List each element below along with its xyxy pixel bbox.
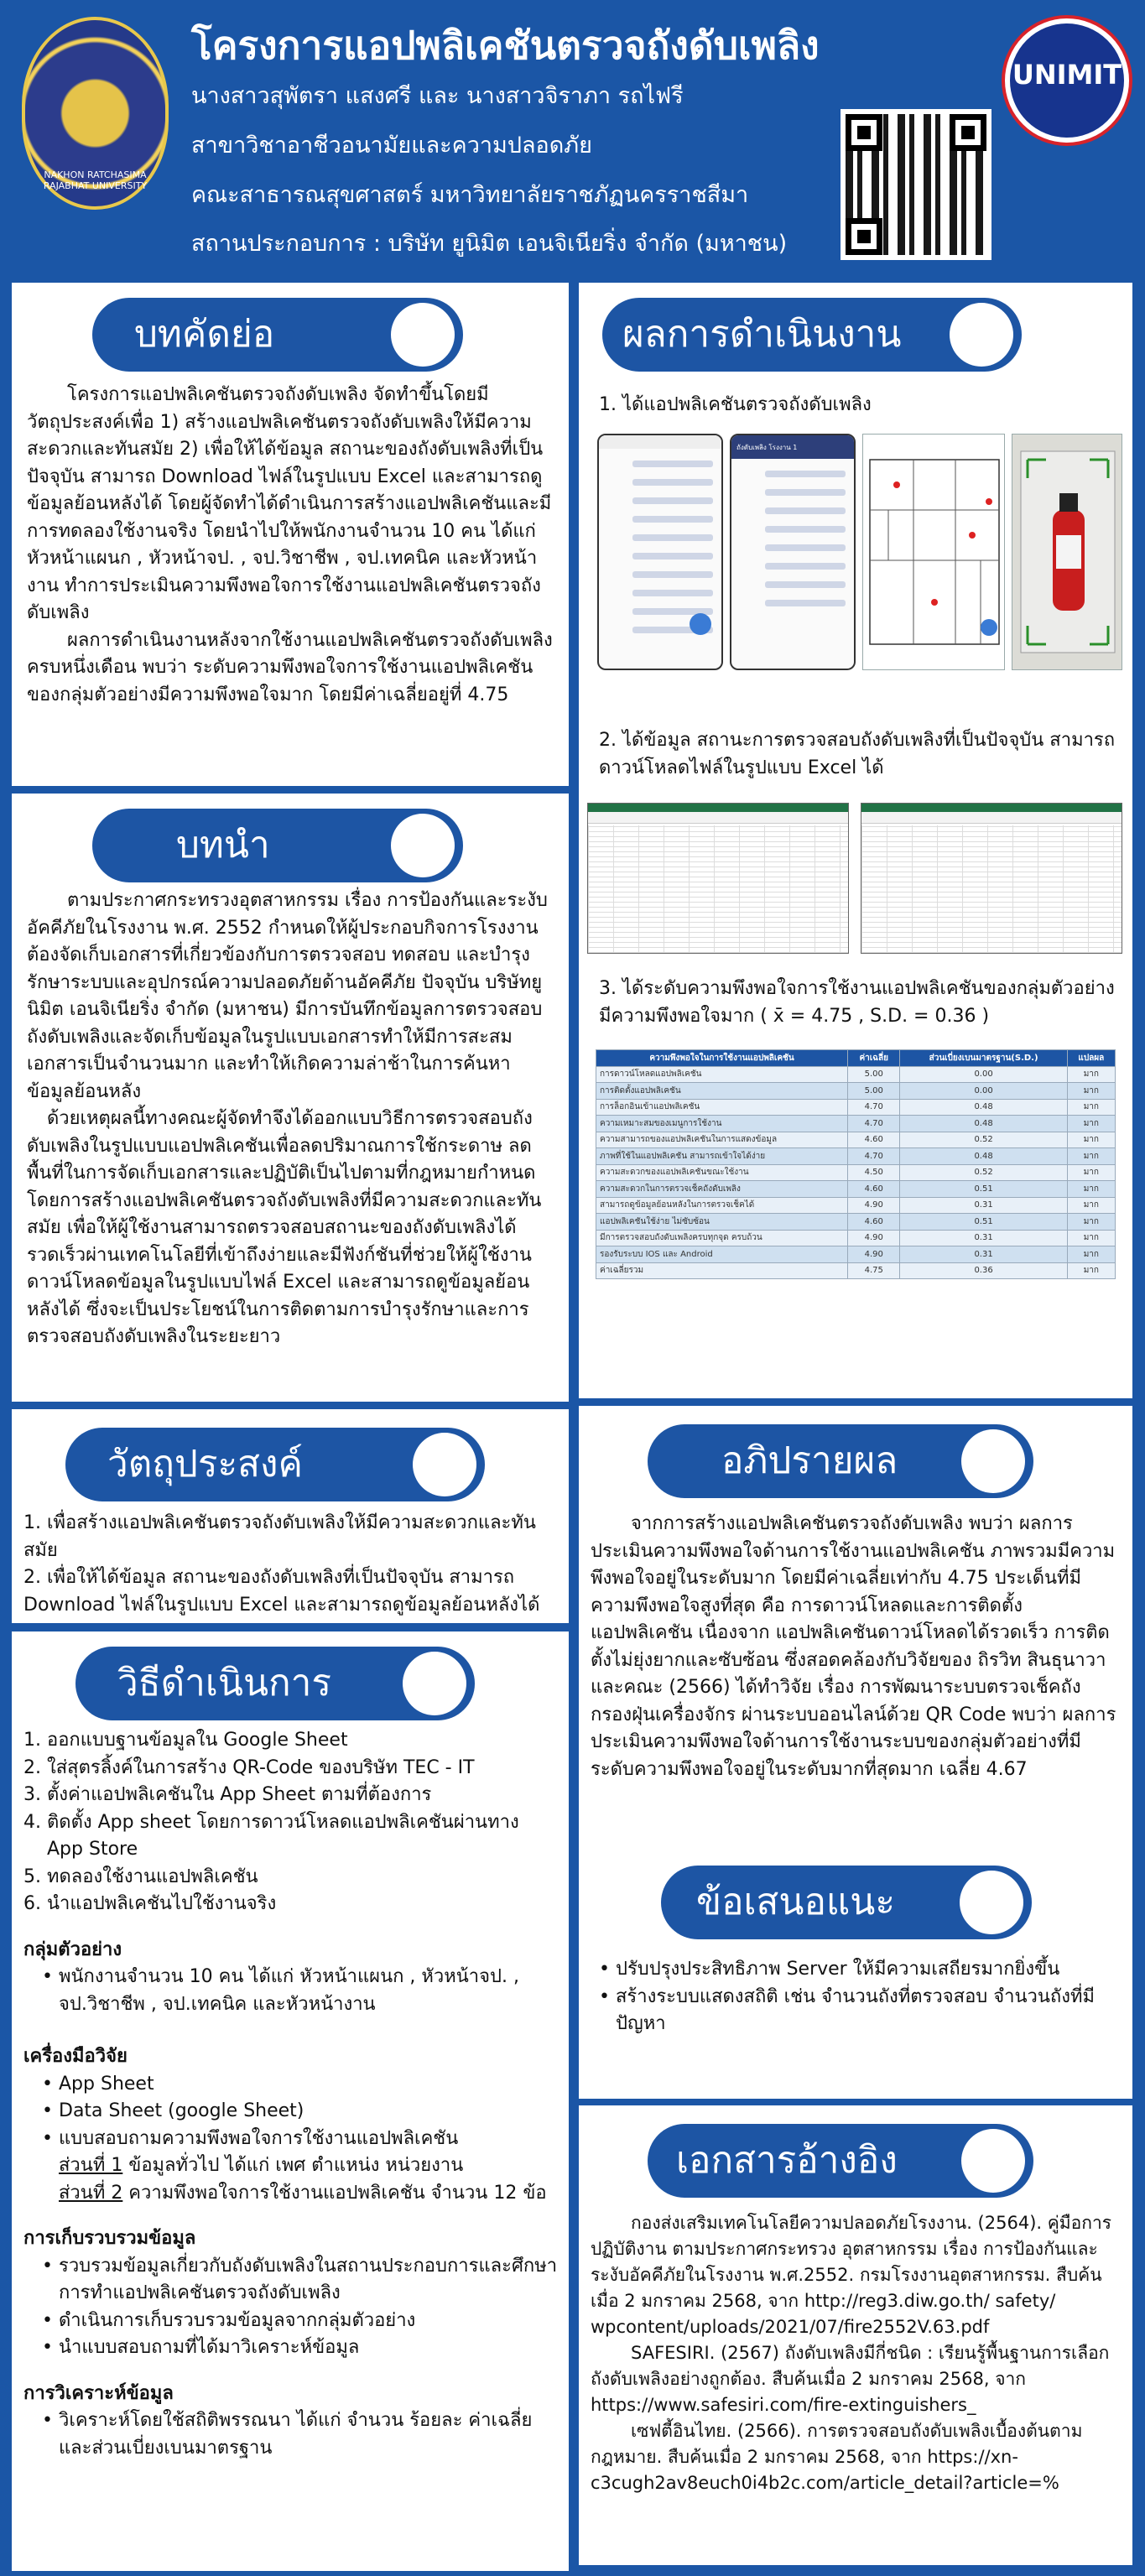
table-row <box>596 1066 1116 1083</box>
table-cell: 0.00 <box>900 1083 1067 1100</box>
intro-heading-pill <box>92 809 463 882</box>
intro-paragraph-1: ตามประกาศกระทรวงอุตสาหกรรม เรื่อง การป้องกันและระงับอัคคีภัยในโรงงาน พ.ศ. 2552 กำหนดให้ผู้ประกอบกิจการโรงงานต้องจัดเก็บเอกสารที่เกี่ยวข้องกับการตรวจสอบ ทดสอบ และบำรุงรักษาระบบและอุปกรณ์ความปลอดภัยด้านอัคคีภัย ปัจจุบัน บริษัทยูนิมิต เอนจิเนียริ่ง จำกัด (มหาชน) มีการบันทึกข้อมูลการตรวจสอบถังดับเพลิงและจัดเก็บข้อมูลในรูปแบบเอกสารทำให้มีการสะสมเอกสารเป็นจำนวนมาก และทำให้เกิดความล่าช้าในการค้นหาข้อมูลย้อนหลัง <box>27 890 548 1102</box>
tools-heading: เครื่องมือวิจัย <box>23 2046 128 2067</box>
suggestion-item: • ปรับปรุงประสิทธิภาพ Server ให้มีความเสถียรมากยิ่งขึ้น <box>591 1956 1121 1984</box>
table-cell: มาก <box>1067 1148 1115 1165</box>
methods-section <box>12 1631 569 2571</box>
table-cell: 0.48 <box>900 1099 1067 1116</box>
collect-item: • ดำเนินการเก็บรวบรวมข้อมูลจากกลุ่มตัวอย่าง <box>34 2308 560 2335</box>
table-cell: 0.48 <box>900 1116 1067 1132</box>
method-step: 5. ทดลองใช้งานแอปพลิเคชัน <box>23 1866 258 1887</box>
table-row <box>596 1181 1116 1198</box>
table-header-row <box>596 1050 1116 1067</box>
suggestions-heading-pill <box>661 1866 1032 1939</box>
authors: นางสาวสุพัตรา แสงศรี และ นางสาวจิราภา รถไฟรี <box>191 83 684 109</box>
table-cell: 4.60 <box>848 1132 900 1148</box>
table-cell: มาก <box>1067 1230 1115 1246</box>
analysis-text: • วิเคราะห์โดยใช้สถิติพรรณนา ได้แก่ จำนวน ร้อยละ ค่าเฉลี่ย และส่วนเบี่ยงเบนมาตรฐาน <box>34 2407 560 2462</box>
table-cell: 4.60 <box>848 1181 900 1198</box>
analysis-heading: การวิเคราะห์ข้อมูล <box>23 2382 174 2404</box>
intro-heading: บทนำ <box>176 824 270 866</box>
collect-item: • รวบรวมข้อมูลเกี่ยวกับถังดับเพลิงในสถานประกอบการและศึกษาการทำแอปพลิเคชันตรวจถังดับเพลิง <box>34 2253 560 2308</box>
table-row <box>596 1083 1116 1100</box>
table-header: ค่าเฉลี่ย <box>848 1050 900 1067</box>
suggestions-heading: ข้อเสนอแนะ <box>696 1881 895 1923</box>
table-row <box>596 1214 1116 1231</box>
collect-heading: การเก็บรวบรวมข้อมูล <box>23 2228 196 2249</box>
result-1: 1. ได้แอปพลิเคชันตรวจถังดับเพลิง <box>599 394 872 415</box>
collect-item: • นำแบบสอบถามที่ได้มาวิเคราะห์ข้อมูล <box>34 2334 560 2362</box>
logo-text: UNIMIT <box>1012 59 1122 91</box>
table-cell: 0.52 <box>900 1132 1067 1148</box>
abstract-paragraph-2: ผลการดำเนินงานหลังจากใช้งานแอปพลิเคชันตรวจถังดับเพลิงครบหนึ่งเดือน พบว่า ระดับความพึงพอใจการใช้งานแอปพลิเคชันของกลุ่มตัวอย่างมีความพึงพอใจมาก โดยมีค่าเฉลี่ยอยู่ที่ 4.75 <box>27 629 553 705</box>
table-cell: 0.31 <box>900 1197 1067 1214</box>
results-section <box>579 283 1132 1398</box>
reference-item: กองส่งเสริมเทคโนโลยีความปลอดภัยโรงงาน. (2564). คู่มือการปฏิบัติงาน ตามประกาศกระทรวง อุตสาหกรรม เรื่อง การป้องกันและระงับอัคคีภัยในโรงงาน พ.ศ.2552. กรมโรงงานอุตสาหกรรม. สืบค้นเมื่อ 2 มกราคม 2568, จาก http://reg3.diw.go.th/ safety/ wpcontent/uploads/2021/07/fire2552V.63.pdf <box>591 2213 1112 2337</box>
qr-code-icon <box>841 109 991 260</box>
table-row <box>596 1099 1116 1116</box>
table-cell: มาก <box>1067 1246 1115 1263</box>
objective-item: 1. เพื่อสร้างแอปพลิเคชันตรวจถังดับเพลิงให้มีความสะดวกและทันสมัย <box>23 1512 536 1561</box>
table-row <box>596 1230 1116 1246</box>
table-row <box>596 1246 1116 1263</box>
objective-item: 2. เพื่อให้ได้ข้อมูล สถานะของถังดับเพลิงที่เป็นปัจจุบัน สามารถ Download ไฟล์ในรูปแบบ Excel และสามารถดูข้อมูลย้อนหลังได้ <box>23 1567 540 1616</box>
table-cell: มาก <box>1067 1262 1115 1279</box>
table-cell: มาก <box>1067 1116 1115 1132</box>
discussion-paragraph: จากการสร้างแอปพลิเคชันตรวจถังดับเพลิง พบว่า ผลการประเมินความพึงพอใจด้านการใช้งานแอปพลิเคชัน ภาพรวมมีความพึงพอใจอยู่ในระดับมาก โดยมีค่าเฉลี่ยเท่ากับ 4.75 ประเด็นที่มีความพึงพอใจสูงที่สุด คือ การดาวน์โหลดและการติดตั้งแอปพลิเคชัน เนื่องจาก แอปพลิเคชันดาวน์โหลดได้รวดเร็ว การติดตั้งไม่ยุ่งยากและซับซ้อน ซึ่งสอดคล้องกับวิจัยของ ถิรวิท สินธุนาวา และคณะ (2566) ได้ทำวิจัย เรื่อง การพัฒนาระบบตรวจเช็คถังกรองฝุ่นเครื่องจักร ผ่านระบบออนไลน์ด้วย QR Code พบว่า ผลการประเมินความพึงพอใจด้านการใช้งานระบบของกลุ่มตัวอย่างที่มีระดับความพึงพอใจอยู่ในระดับมากที่สุดมาก เฉลี่ย 4.67 <box>591 1513 1116 1780</box>
reference-item: SAFESIRI. (2567) ถังดับเพลิงมีกี่ชนิด : เรียนรู้พื้นฐานการเลือกถังดับเพลิงอย่างถูกต้อง. สืบค้นเมื่อ 2 มกราคม 2568, จาก https://www.safesiri.com/fire-extinguishers_ <box>591 2343 1110 2415</box>
excel-screenshot-1 <box>587 803 849 954</box>
excel-screenshot-2 <box>861 803 1122 954</box>
sample-text: • พนักงานจำนวน 10 คน ได้แก่ หัวหน้าแผนก , หัวหน้าจป. , จป.วิชาชีพ , จป.เทคนิค และหัวหน้างาน <box>34 1964 560 2018</box>
table-cell: 4.70 <box>848 1099 900 1116</box>
table-cell: การติดตั้งแอปพลิเคชัน <box>596 1083 848 1100</box>
table-cell: การล็อกอินเข้าแอปพลิเคชัน <box>596 1099 848 1116</box>
table-cell: มาก <box>1067 1181 1115 1198</box>
unimit-logo <box>1005 18 1129 143</box>
tool-item: • แบบสอบถามความพึงพอใจการใช้งานแอปพลิเคชัน <box>34 2126 560 2153</box>
references-heading: เอกสารอ้างอิง <box>676 2139 898 2182</box>
objectives-section <box>12 1409 569 1623</box>
method-step: 2. ใส่สุตรลิ้งค์ในการสร้าง QR-Code ของบริษัท TEC - IT <box>23 1756 475 1778</box>
table-cell: 5.00 <box>848 1066 900 1083</box>
abstract-section <box>12 283 569 786</box>
questionnaire-part-2: ส่วนที่ 2 ความพึงพอใจการใช้งานแอปพลิเคชัน จำนวน 12 ข้อ <box>59 2182 547 2204</box>
sample-heading: กลุ่มตัวอย่าง <box>23 1939 122 1960</box>
floor-plan-screenshot <box>862 434 1005 670</box>
tool-item: • App Sheet <box>34 2071 560 2099</box>
table-cell: ความสามารถของแอปพลิเคชันในการแสดงข้อมูล <box>596 1132 848 1148</box>
table-cell: 4.50 <box>848 1164 900 1181</box>
table-cell: สามารถดูข้อมูลย้อนหลังในการตรวจเช็คได้ <box>596 1197 848 1214</box>
table-header: ส่วนเบี่ยงเบนมาตรฐาน(S.D.) <box>900 1050 1067 1067</box>
fire-extinguisher-photo <box>1012 434 1122 670</box>
result-3: 3. ได้ระดับความพึงพอใจการใช้งานแอปพลิเคชันของกลุ่มตัวอย่างมีความพึงพอใจมาก ( x̄ = 4.75 , S.D. = 0.36 ) <box>599 978 1115 1027</box>
table-cell: ความสะดวกในการตรวจเช็คถังดับเพลิง <box>596 1181 848 1198</box>
table-cell: มาก <box>1067 1066 1115 1083</box>
result-2: 2. ได้ข้อมูล สถานะการตรวจสอบถังดับเพลิงที่เป็นปัจจุบัน สามารถดาวน์โหลดไฟล์ในรูปแบบ Excel ได้ <box>599 730 1116 778</box>
suggestion-item: • สร้างระบบแสดงสถิติ เช่น จำนวนถังที่ตรวจสอบ จำนวนถังที่มีปัญหา <box>591 1984 1121 2038</box>
table-row <box>596 1148 1116 1165</box>
workplace: สถานประกอบการ : บริษัท ยูนิมิต เอนจิเนียริ่ง จำกัด (มหาชน) <box>191 231 788 257</box>
table-cell: แอปพลิเคชันใช้ง่าย ไม่ซับซ้อน <box>596 1214 848 1231</box>
discussion-section <box>579 1406 1132 1907</box>
table-cell: ความเหมาะสมของเมนูการใช้งาน <box>596 1116 848 1132</box>
table-cell: ภาพที่ใช้ในแอปพลิเคชัน สามารถเข้าใจได้ง่าย <box>596 1148 848 1165</box>
poster-header <box>0 0 1145 273</box>
abstract-heading: บทคัดย่อ <box>134 313 275 356</box>
table-cell: 4.90 <box>848 1246 900 1263</box>
table-cell: 0.31 <box>900 1246 1067 1263</box>
faculty: คณะสาธารณสุขศาสตร์ มหาวิทยาลัยราชภัฏนครราชสีมา <box>191 182 749 208</box>
table-cell: การดาวน์โหลดแอปพลิเคชัน <box>596 1066 848 1083</box>
method-step: 6. นำแอปพลิเคชันไปใช้งานจริง <box>23 1893 277 1914</box>
poster-title: โครงการแอปพลิเคชันตรวจถังดับเพลิง <box>191 23 820 68</box>
program: สาขาวิชาอาชีวอนามัยและความปลอดภัย <box>191 133 592 159</box>
suggestions-section <box>579 1847 1132 2099</box>
table-cell: 5.00 <box>848 1083 900 1100</box>
table-cell: 0.00 <box>900 1066 1067 1083</box>
table-cell: 0.48 <box>900 1148 1067 1165</box>
table-cell: 0.36 <box>900 1262 1067 1279</box>
table-cell: มาก <box>1067 1164 1115 1181</box>
discussion-heading-pill <box>648 1424 1033 1498</box>
table-cell: 0.52 <box>900 1164 1067 1181</box>
table-cell: มาก <box>1067 1197 1115 1214</box>
table-cell: 4.70 <box>848 1116 900 1132</box>
table-row <box>596 1164 1116 1181</box>
questionnaire-part-1: ส่วนที่ 1 ข้อมูลทั่วไป ได้แก่ เพศ ตำแหน่ง หน่วยงาน <box>59 2155 464 2176</box>
method-step: 4. ติดตั้ง App sheet โดยการดาวน์โหลดแอปพลิเคชันผ่านทาง App Store <box>23 1811 519 1860</box>
tool-item: • Data Sheet (google Sheet) <box>34 2098 560 2126</box>
table-cell: ค่าเฉลี่ยรวม <box>596 1262 848 1279</box>
reference-item: เซฟตี้อินไทย. (2566). การตรวจสอบถังดับเพลิงเบื้องต้นตามกฎหมาย. สืบค้นเมื่อ 2 มกราคม 2568, จาก https://xn-c3cugh2av8euch0i4b2c.com/article_detail?article=% <box>591 2421 1083 2493</box>
table-cell: 4.70 <box>848 1148 900 1165</box>
table-cell: 0.51 <box>900 1181 1067 1198</box>
abstract-paragraph-1: โครงการแอปพลิเคชันตรวจถังดับเพลิง จัดทำขึ้นโดยมีวัตถุประสงค์เพื่อ 1) สร้างแอปพลิเคชันตรวจถังดับเพลิงให้มีความสะดวกและทันสมัย 2) เพื่อให้ได้ข้อมูล สถานะของถังดับเพลิงที่เป็นปัจจุบัน สามารถ Download ไฟล์ในรูปแบบ Excel และสามารถดูข้อมูลย้อนหลังได้ โดยผู้จัดทำได้ดำเนินการสร้างแอปพลิเคชันและมีการทดลองใช้งานจริง โดยนำไปให้พนักงานจำนวน 10 คน ได้แก่ หัวหน้าแผนก , หัวหน้าจป. , จป.วิชาชีพ , จป.เทคนิค และหัวหน้างาน ทำการประเมินความพึงพอใจการใช้งานแอปพลิเคชันตรวจถังดับเพลิง <box>27 384 552 623</box>
seal-text: NAKHON RATCHASIMA RAJABHAT UNIVERSITY <box>43 169 148 191</box>
table-cell: 0.51 <box>900 1214 1067 1231</box>
table-cell: มีการตรวจสอบถังดับเพลิงครบทุกจุด ครบถ้วน <box>596 1230 848 1246</box>
table-row <box>596 1262 1116 1279</box>
table-cell: 4.75 <box>848 1262 900 1279</box>
table-cell: มาก <box>1067 1132 1115 1148</box>
university-seal-logo <box>22 17 169 210</box>
references-heading-pill <box>648 2124 1033 2198</box>
objectives-heading: วัตถุประสงค์ <box>107 1443 303 1486</box>
results-heading: ผลการดำเนินงาน <box>622 313 902 356</box>
table-cell: มาก <box>1067 1099 1115 1116</box>
table-cell: ความสะดวกของแอปพลิเคชันขณะใช้งาน <box>596 1164 848 1181</box>
method-step: 1. ออกแบบฐานข้อมูลใน Google Sheet <box>23 1730 348 1751</box>
app-screenshot-list <box>597 434 723 670</box>
objectives-heading-pill <box>65 1428 485 1501</box>
table-header: ความพึงพอใจในการใช้งานแอปพลิเคชัน <box>596 1050 848 1067</box>
table-header: แปลผล <box>1067 1050 1115 1067</box>
intro-section <box>12 794 569 1402</box>
table-cell: มาก <box>1067 1214 1115 1231</box>
table-cell: 4.90 <box>848 1197 900 1214</box>
abstract-heading-pill <box>92 298 463 372</box>
table-row <box>596 1132 1116 1148</box>
discussion-heading: อภิปรายผล <box>721 1439 898 1482</box>
app-screenshot-menu <box>730 434 856 670</box>
table-cell: 0.31 <box>900 1230 1067 1246</box>
table-row <box>596 1116 1116 1132</box>
method-step: 3. ตั้งค่าแอปพลิเคชันใน App Sheet ตามที่ต้องการ <box>23 1784 432 1805</box>
methods-heading: วิธีดำเนินการ <box>117 1662 332 1704</box>
methods-heading-pill <box>75 1647 475 1720</box>
table-row <box>596 1197 1116 1214</box>
table-cell: 4.60 <box>848 1214 900 1231</box>
table-cell: มาก <box>1067 1083 1115 1100</box>
results-heading-pill <box>602 298 1022 372</box>
table-cell: 4.90 <box>848 1230 900 1246</box>
intro-paragraph-2: ด้วยเหตุผลนี้ทางคณะผู้จัดทำจึงได้ออกแบบวิธีการตรวจสอบถังดับเพลิงในรูปแบบแอปพลิเคชันเพื่อลดปริมาณการใช้กระดาษ ลดพื้นที่ในการจัดเก็บเอกสารและปฏิบัติเป็นไปตามที่กฎหมายกำหนด โดยการสร้างแอปพลิเคชันตรวจถังดับเพลิงที่มีความสะดวกและทันสมัย เพื่อให้ผู้ใช้งานสามารถตรวจสอบสถานะของถังดับเพลิงได้รวดเร็วผ่านเทคโนโลยีที่เข้าถึงง่ายและมีฟังก์ชันที่ช่วยให้ผู้ใช้งานดาวน์โหลดข้อมูลในรูปแบบไฟล์ Excel และสามารถดูข้อมูลย้อนหลังได้ ซึ่งจะเป็นประโยชน์ในการติดตามการบำรุงรักษาและการตรวจสอบถังดับเพลิงในระยะยาว <box>27 1108 542 1347</box>
phone-title: ถังดับเพลิง โรงงาน 1 <box>731 435 854 459</box>
satisfaction-table <box>596 1049 1116 1279</box>
references-section <box>579 2105 1132 2565</box>
table-cell: รองรับระบบ IOS และ Android <box>596 1246 848 1263</box>
